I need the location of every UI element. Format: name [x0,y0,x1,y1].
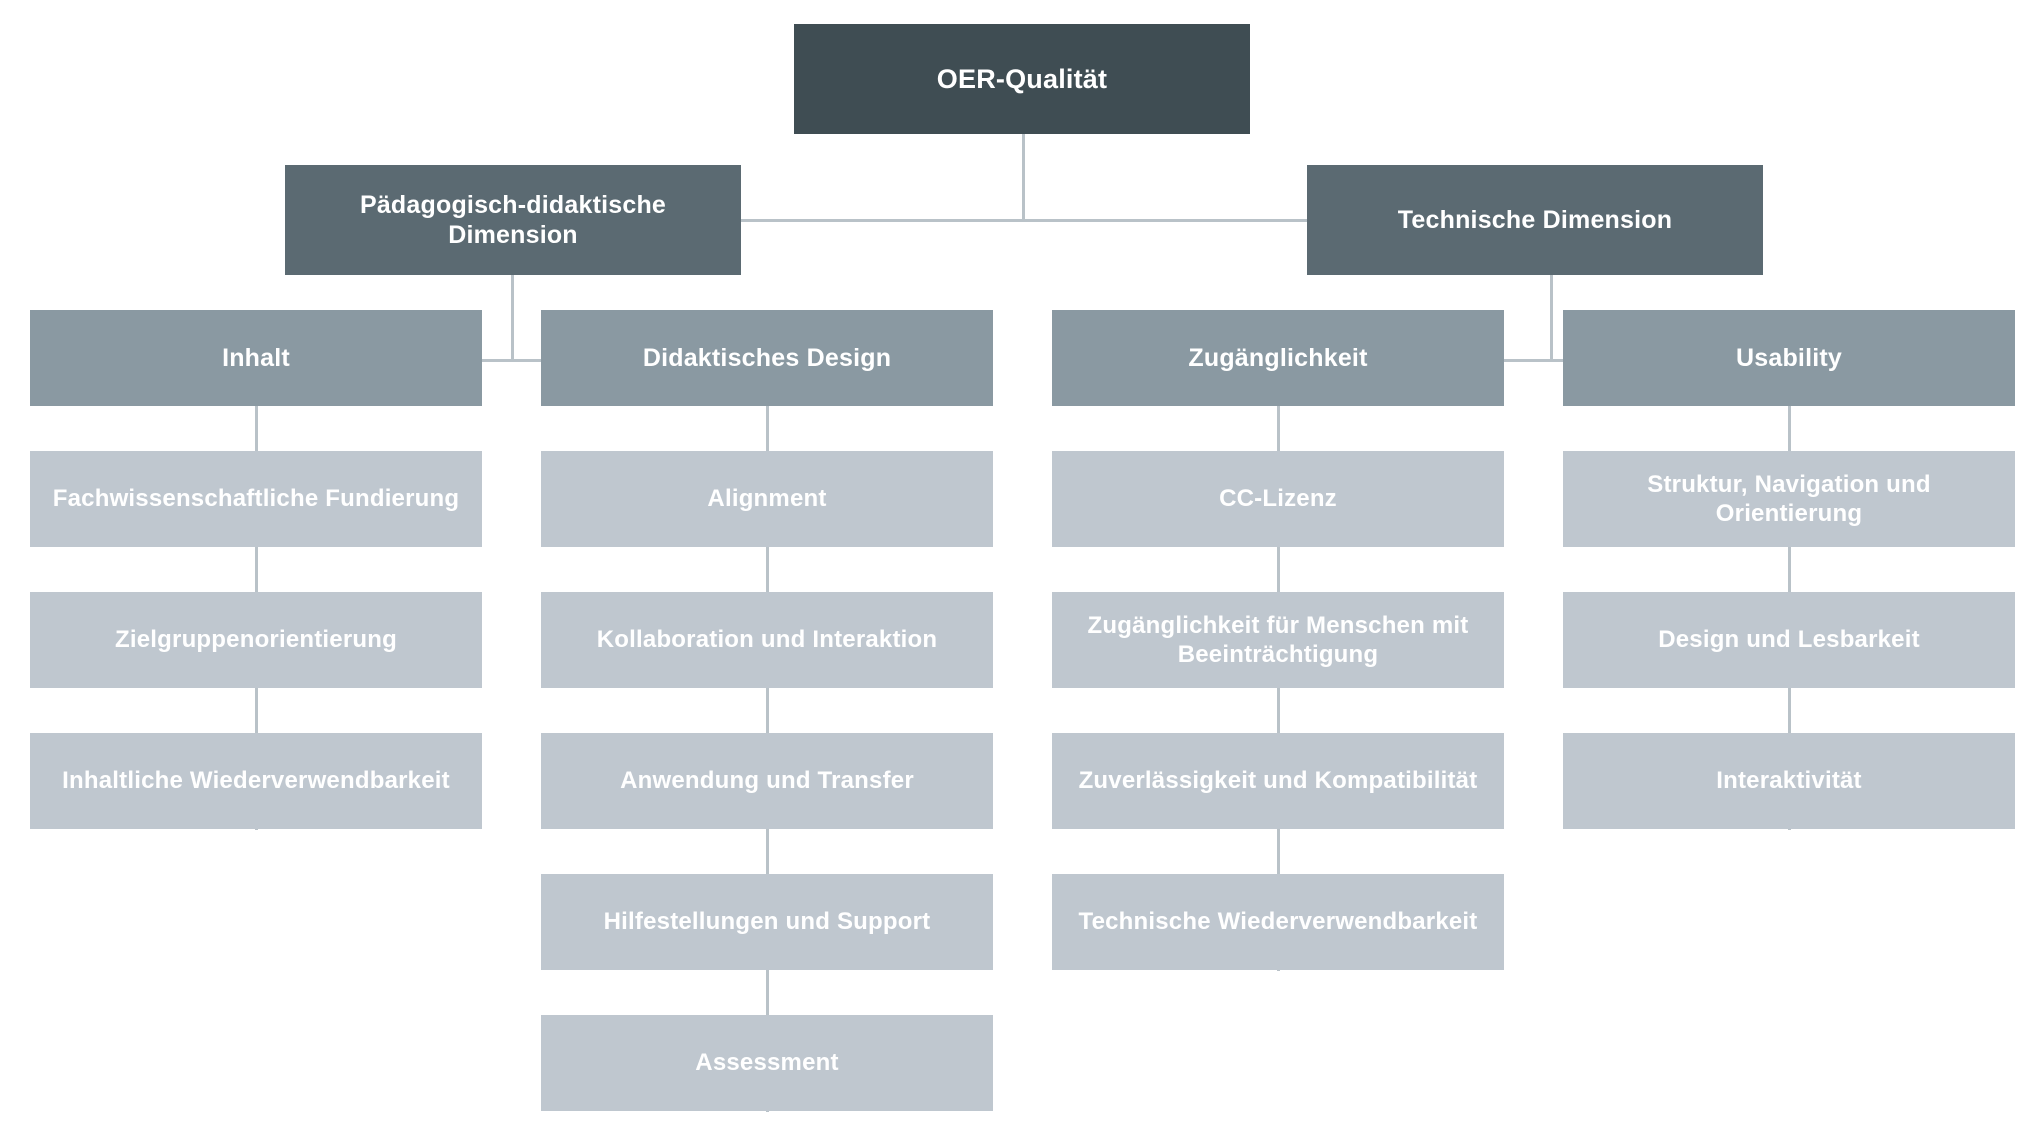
node-zugaenglichkeit [1052,310,1504,406]
node-cc-lizenz [1052,451,1504,547]
node-label: Inhalt [222,343,290,372]
node-struktur-navigation-und-orientierung [1563,451,2015,547]
node-usability [1563,310,2015,406]
node-label: Didaktisches Design [642,343,892,372]
node-label: Anwendung und Transfer [620,767,914,795]
node-didaktisches-design [541,310,993,406]
node-inhalt [30,310,482,406]
node-label: Zuverlässigkeit und Kompatibilität [1078,767,1478,795]
node-label: Zugänglichkeit für Menschen mit Beeinträchtigung [1087,611,1469,668]
node-interaktivitaet [1563,733,2015,829]
node-label: Technische Dimension [1397,205,1673,234]
node-label: Design und Lesbarkeit [1658,626,1920,654]
node-label: OER-Qualität [936,63,1108,94]
node-root-oer-qualitaet [794,24,1250,134]
node-anwendung-und-transfer [541,733,993,829]
node-technische-wiederverwendbarkeit [1052,874,1504,970]
node-alignment [541,451,993,547]
node-fachwissenschaftliche-fundierung [30,451,482,547]
node-hilfestellungen-und-support [541,874,993,970]
node-label: Technische Wiederverwendbarkeit [1078,908,1478,936]
node-label: Assessment [695,1049,839,1077]
node-label: CC-Lizenz [1219,485,1337,513]
connector-root-down [1022,134,1025,220]
node-zugaenglichkeit-fuer-menschen-mit-beeintraechtigung [1052,592,1504,688]
node-design-und-lesbarkeit [1563,592,2015,688]
node-label: Usability [1736,343,1842,372]
node-label: Pädagogisch-didaktische Dimension [359,190,667,249]
node-zuverlaessigkeit-und-kompatibilitaet [1052,733,1504,829]
node-label: Hilfestellungen und Support [603,908,931,936]
node-label: Interaktivität [1716,767,1862,795]
node-label: Fachwissenschaftliche Fundierung [52,485,460,513]
node-label: Struktur, Navigation und Orientierung [1647,470,1931,527]
node-paedagogisch-didaktische-dimension [285,165,741,275]
node-inhaltliche-wiederverwendbarkeit [30,733,482,829]
node-label: Kollaboration und Interaktion [596,626,938,654]
node-kollaboration-und-interaktion [541,592,993,688]
node-label: Zielgruppenorientierung [115,626,397,654]
node-technische-dimension [1307,165,1763,275]
node-label: Inhaltliche Wiederverwendbarkeit [62,767,450,795]
node-zielgruppenorientierung [30,592,482,688]
node-assessment [541,1015,993,1111]
node-label: Zugänglichkeit [1188,343,1368,372]
node-label: Alignment [707,485,827,513]
